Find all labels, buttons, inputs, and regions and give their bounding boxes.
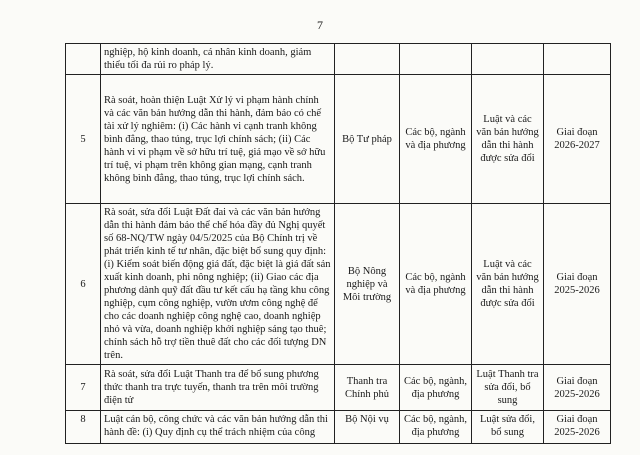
coordinating-agency: Các bộ, ngành và địa phương <box>400 75 472 204</box>
timeline: Giai đoạn 2025-2026 <box>544 204 611 365</box>
output-product: Luật sửa đổi, bổ sung <box>472 411 544 444</box>
task-description: Rà soát, sửa đổi Luật Đất đai và các văn bản hướng dẫn thi hành đảm bảo thể chế hóa đầy đủ Nghị quyết số 68-NQ/TW ngày 04/5/2025 của Bộ Chính trị về phát triển kinh tế tư nhân, đặc biệt bổ sung quy định: (i) Kiểm soát biến động giá đất, đặc biệt là giá đất sản xuất kinh doanh, phi nông nghiệp; (ii) Giao các địa phương dành quỹ đất đầu tư kết cấu hạ tầng khu công nghiệp, cụm công nghiệp, vườn ươm công nghệ để cho các doanh nghiệp công nghệ cao, doanh nghiệp nhỏ và vừa, doanh nghiệp khởi nghiệp sáng tạo thuê; chính sách hỗ trợ tiền thuê đất cho các đối tượng DN trên. <box>101 204 335 365</box>
row-number: 5 <box>66 75 101 204</box>
row-number: 8 <box>66 411 101 444</box>
lead-agency <box>335 44 400 75</box>
output-product: Luật và các văn bản hướng dẫn thi hành được sửa đổi <box>472 204 544 365</box>
output-product: Luật và các văn bản hướng dẫn thi hành được sửa đổi <box>472 75 544 204</box>
timeline: Giai đoạn 2026-2027 <box>544 75 611 204</box>
table-row <box>66 75 611 204</box>
table-row <box>66 204 611 365</box>
task-description: Rà soát, sửa đổi Luật Thanh tra để bổ sung phương thức thanh tra trực tuyến, thanh tra trên môi trường điện tử <box>101 365 335 411</box>
task-description: nghiệp, hộ kinh doanh, cá nhân kinh doanh, giảm thiểu tối đa rủi ro pháp lý. <box>101 44 335 75</box>
coordinating-agency: Các bộ, ngành và địa phương <box>400 204 472 365</box>
table-row <box>66 365 611 411</box>
timeline <box>544 44 611 75</box>
task-description: Rà soát, hoàn thiện Luật Xử lý vi phạm hành chính và các văn bản hướng dẫn thi hành, đảm bảo có chế tài xử lý nghiêm: (i) Các hành vi cạnh tranh không bình đẳng, thao túng, trục lợi chính sách; (ii) Các hành vi vi phạm về sở hữu trí tuệ, giả mạo về sở hữu trí tuệ, vi phạm trên không gian mạng, cạnh tranh không bình đẳng, thao túng, trục lợi chính sách. <box>101 75 335 204</box>
coordinating-agency: Các bộ, ngành, địa phương <box>400 411 472 444</box>
timeline: Giai đoạn 2025-2026 <box>544 411 611 444</box>
task-description: Luật cán bộ, công chức và các văn bản hướng dẫn thi hành đề: (i) Quy định cụ thể trách nhiệm của công <box>101 411 335 444</box>
row-number: 6 <box>66 204 101 365</box>
output-product <box>472 44 544 75</box>
coordinating-agency <box>400 44 472 75</box>
lead-agency: Thanh tra Chính phủ <box>335 365 400 411</box>
lead-agency: Bộ Nông nghiệp và Môi trường <box>335 204 400 365</box>
output-product: Luật Thanh tra sửa đổi, bổ sung <box>472 365 544 411</box>
coordinating-agency: Các bộ, ngành, địa phương <box>400 365 472 411</box>
lead-agency: Bộ Nội vụ <box>335 411 400 444</box>
page-number: 7 <box>317 18 323 32</box>
task-table <box>65 43 611 444</box>
timeline: Giai đoạn 2025-2026 <box>544 365 611 411</box>
table-row <box>66 411 611 444</box>
row-number: 7 <box>66 365 101 411</box>
table-row <box>66 44 611 75</box>
row-number <box>66 44 101 75</box>
lead-agency: Bộ Tư pháp <box>335 75 400 204</box>
